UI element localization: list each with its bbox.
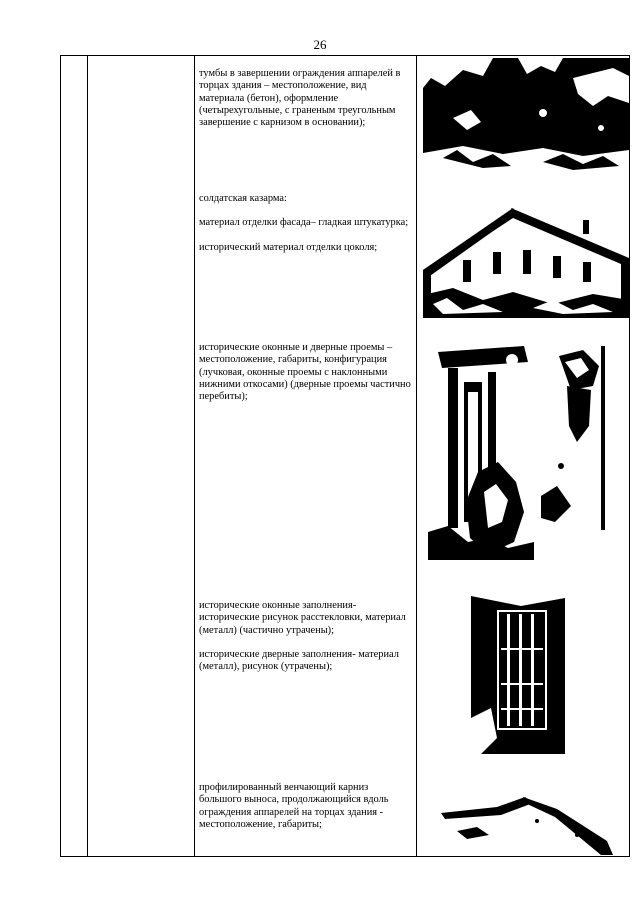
table-row-barracks: [199, 193, 413, 266]
page-number: 26: [313, 37, 327, 52]
table-row-openings: [199, 342, 413, 415]
window-and-door-openings-photo-2: [541, 346, 611, 530]
window-and-door-openings-photo: [428, 342, 534, 560]
feature-description: профилированный венчающий карниз большого выноса, продолжающийся вдоль ограждения аппарелей на торцах здания - местоположение, габариты;: [199, 782, 389, 830]
feature-description: материал отделки фасада– гладкая штукатурка;: [199, 217, 409, 229]
feature-description: тумбы в завершении ограждения аппарелей в торцах здания – местоположение, вид материала (бетон), оформление (четырехугольные, с граненым треугольным завершение с карнизом в основании);: [199, 68, 401, 129]
table-row-fillings: [199, 600, 413, 685]
monument-features-table: [60, 55, 630, 857]
column-divider: [194, 56, 195, 856]
column-divider: [87, 56, 88, 856]
feature-description: исторические оконные заполнения- исторические рисунок расстекловки, материал (металл) (частично утрачены);: [199, 600, 406, 636]
table-row-bollards: [199, 68, 413, 141]
feature-description: солдатская казарма:: [199, 193, 287, 204]
feature-description: исторические оконные и дверные проемы – местоположение, габариты, конфигурация (лучковая, оконные проемы с наклонными нижними откосами) (дверные проемы частично перебиты);: [199, 342, 411, 403]
table-row-cornice: [199, 782, 413, 843]
metal-window-frame-photo: [471, 588, 565, 754]
feature-description: исторические дверные заполнения- материал (металл), рисунок (утрачены);: [199, 648, 399, 673]
barracks-facade-photo: [423, 200, 629, 318]
crowning-cornice-photo: [437, 791, 617, 855]
feature-description: исторический материал отделки цоколя;: [199, 241, 378, 253]
column-divider: [416, 56, 417, 856]
concrete-bollard-photo: [423, 58, 629, 173]
